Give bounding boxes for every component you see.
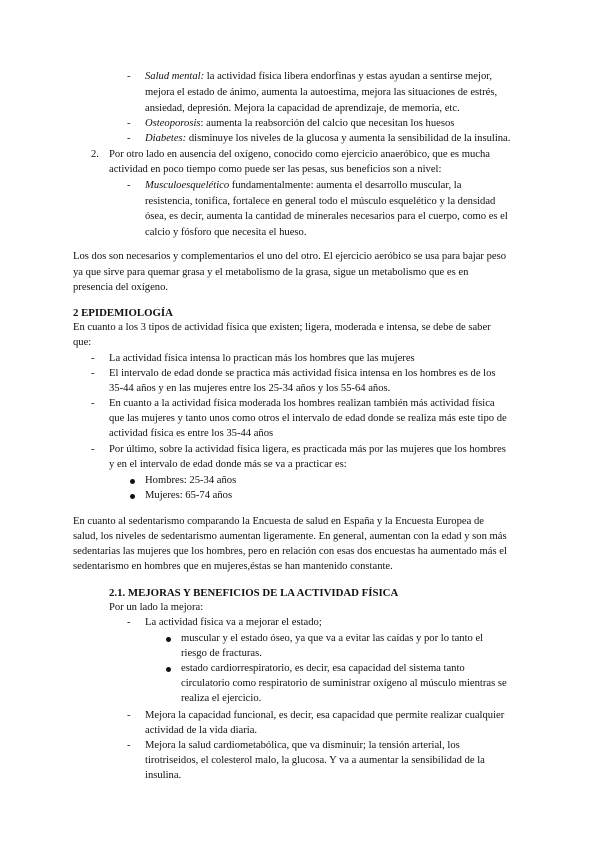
paragraph-line: Los dos son necesarios y complementarios el uno del otro. El ejercicio aeróbico se usa para bajar peso xyxy=(73,251,507,262)
list-item-line: actividad física es entre los 35-44 años xyxy=(109,428,274,439)
term-label: Salud mental: xyxy=(145,71,205,82)
list-number: 2. xyxy=(91,149,99,160)
list-marker: - xyxy=(127,180,131,191)
list-marker: - xyxy=(127,617,131,628)
bullet-icon xyxy=(166,637,171,642)
list-item: Mejora la salud cardiometabólica, que va disminuir; la tensión arterial, los xyxy=(145,740,460,751)
numbered-item-line: actividad en poco tiempo como puede ser las pesas, sus beneficios son a nivel: xyxy=(109,164,442,175)
list-item: Musculoesquelético fundamentalmente: aumenta el desarrollo muscular, la xyxy=(145,180,462,191)
list-item-line: calcio y fósforo que necesita el hueso. xyxy=(145,227,307,238)
list-item-line: y en el intervalo de edad donde más se va a practicar es: xyxy=(109,459,347,470)
section-heading: 2 EPIDEMIOLOGÍA xyxy=(73,307,173,319)
list-marker: - xyxy=(91,353,95,364)
list-item-line: insulina. xyxy=(145,770,182,781)
numbered-item-line: Por otro lado en ausencia del oxígeno, conocido como ejercicio anaeróbico, que es mucha xyxy=(109,149,490,160)
list-item: Salud mental: la actividad física libera endorfinas y estas ayudan a sentirse mejor, xyxy=(145,71,492,82)
list-item-line: mejora el estado de ánimo, aumenta la autoestima, mejora las situaciones de estrés, xyxy=(145,87,498,98)
list-marker: - xyxy=(127,71,131,82)
list-item: En cuanto a la actividad física moderada los hombres realizan también más actividad física xyxy=(109,398,495,409)
list-marker: - xyxy=(127,118,131,129)
list-item-line: resistencia, tonifica, fortalece en general todo el músculo esquelético y la densidad xyxy=(145,196,496,207)
list-item: El intervalo de edad donde se practica más actividad física intensa en los hombres es de los xyxy=(109,368,496,379)
bullet-icon xyxy=(130,479,135,484)
list-marker: - xyxy=(91,444,95,455)
paragraph-line: salud, los niveles de sedentarismo aumentan ligeramente. En general, aumentan con la edad y son más xyxy=(73,531,507,542)
term-label: Diabetes: xyxy=(145,133,187,144)
paragraph-line: presencia del oxígeno. xyxy=(73,282,169,293)
term-label: Musculoesquelético xyxy=(145,180,230,191)
paragraph-line: En cuanto al sedentarismo comparando la Encuesta de salud en España y la Encuesta Europea de xyxy=(73,516,484,527)
paragraph-line: sedentarismo en hombres que en mujeres,éstas se han mantenido constante. xyxy=(73,561,393,572)
bullet-item-line: circulatorio como respiratorio de suministrar oxígeno al músculo mientras se xyxy=(181,678,507,689)
bullet-item: estado cardiorrespiratorio, es decir, esa capacidad del sistema tanto xyxy=(181,663,465,674)
list-marker: - xyxy=(127,740,131,751)
list-item-line: tirotriseidos, el colesterol malo, la glucosa. Y va a aumentar la sensibilidad de la xyxy=(145,755,485,766)
list-item-line: ósea, es decir, aumenta la cantidad de minerales necesarios para el cuerpo, como es el xyxy=(145,211,508,222)
subsection-heading: 2.1. MEJORAS Y BENEFICIOS DE LA ACTIVIDAD FÍSICA xyxy=(109,587,399,599)
paragraph-line: sedentarias las mujeres que los hombres, pero en relación con esas dos encuestas ha aumentado más el xyxy=(73,546,507,557)
paragraph-line: Por un lado la mejora: xyxy=(109,602,204,613)
term-label: Osteoporosis xyxy=(145,118,201,129)
bullet-item: muscular y el estado óseo, ya que va a evitar las caídas y por lo tanto el xyxy=(181,633,484,644)
list-marker: - xyxy=(127,710,131,721)
bullet-icon xyxy=(130,494,135,499)
bullet-icon xyxy=(166,667,171,672)
list-item-line: 35-44 años y en las mujeres entre los 25-34 años y los 55-64 años. xyxy=(109,383,391,394)
list-item: Por último, sobre la actividad física ligera, es practicada más por las mujeres que los hombres xyxy=(109,444,506,455)
list-item-line: que las mujeres y tanto unos como otros el intervalo de edad donde se realiza más este tipo de xyxy=(109,413,507,424)
bullet-item-line: realiza el ejercicio. xyxy=(181,693,262,704)
list-item: Osteoporosis: aumenta la reabsorción del calcio que necesitan los huesos xyxy=(145,118,455,129)
list-item: Mejora la capacidad funcional, es decir, esa capacidad que permite realizar cualquier xyxy=(145,710,505,721)
bullet-item: Mujeres: 65-74 años xyxy=(145,490,233,501)
list-item: La actividad física intensa lo practican más los hombres que las mujeres xyxy=(109,353,415,364)
list-marker: - xyxy=(127,133,131,144)
list-item-line: actividad de la vida diaria. xyxy=(145,725,258,736)
paragraph-line: En cuanto a los 3 tipos de actividad física que existen; ligera, moderada e intensa, se debe de saber xyxy=(73,322,491,333)
list-marker: - xyxy=(91,368,95,379)
bullet-item: Hombres: 25-34 años xyxy=(145,475,237,486)
paragraph-line: que: xyxy=(73,337,92,348)
bullet-item-line: riesgo de fracturas. xyxy=(181,648,262,659)
list-item: La actividad física va a mejorar el estado; xyxy=(145,617,322,628)
list-item-line: ansiedad, depresión. Mejora la capacidad de aprendizaje, de memoria, etc. xyxy=(145,103,460,114)
paragraph-line: ya que sirve para quemar grasa y el metabolismo de la grasa, sigue un metabolismo que es en xyxy=(73,267,469,278)
list-marker: - xyxy=(91,398,95,409)
list-item: Diabetes: disminuye los niveles de la glucosa y aumenta la sensibilidad de la insulina. xyxy=(145,133,511,144)
